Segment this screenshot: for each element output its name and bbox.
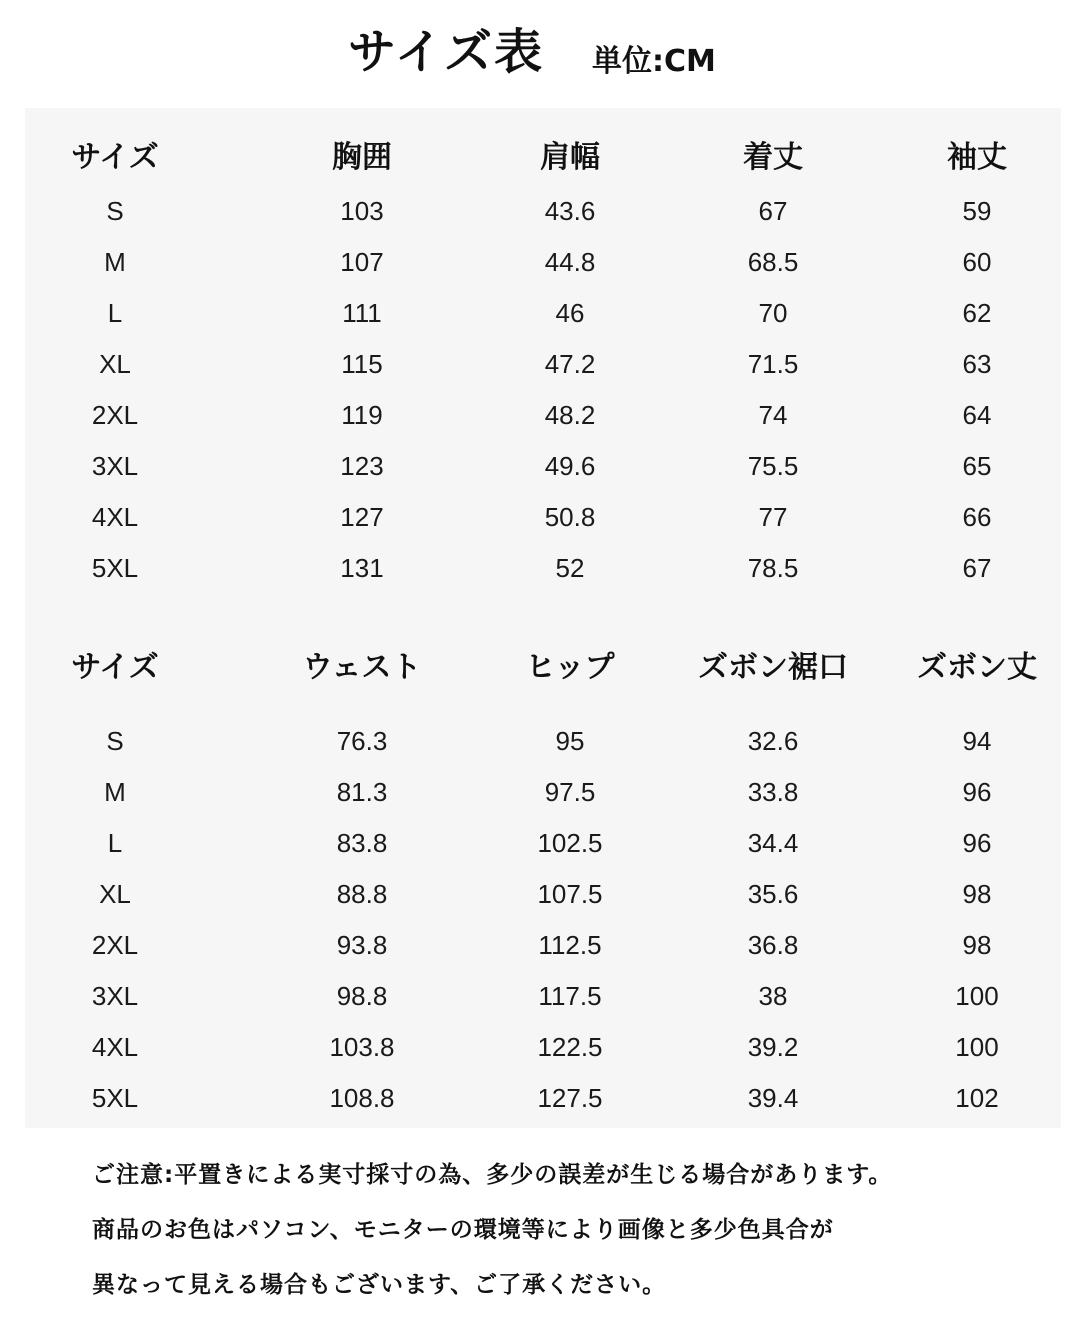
header-cell: ウェスト xyxy=(302,650,422,685)
value-cell: 127 xyxy=(340,502,384,532)
unit-label: 単位:CM xyxy=(592,44,716,79)
value-cell: 98 xyxy=(962,879,992,909)
value-cell: 102.5 xyxy=(537,828,603,858)
value-cell: 117.5 xyxy=(538,981,602,1011)
value-cell: 111 xyxy=(342,298,382,328)
value-cell: 77 xyxy=(758,502,788,532)
table-row xyxy=(25,976,1061,1016)
header-cell: 肩幅 xyxy=(540,140,600,175)
value-cell: 32.6 xyxy=(747,726,799,756)
table-row xyxy=(25,874,1061,914)
value-cell: 74 xyxy=(758,400,788,430)
value-cell: 68.5 xyxy=(747,247,799,277)
header-cell: ヒップ xyxy=(525,650,615,685)
value-cell: 83.8 xyxy=(336,828,388,858)
value-cell: 94 xyxy=(962,726,992,756)
value-cell: 63 xyxy=(962,349,992,379)
table-row xyxy=(25,191,1061,231)
value-cell: 122.5 xyxy=(537,1032,603,1062)
table-row xyxy=(25,772,1061,812)
value-cell: 66 xyxy=(962,502,992,532)
value-cell: 98 xyxy=(962,930,992,960)
table-header xyxy=(25,138,1061,178)
table-row xyxy=(25,446,1061,486)
value-cell: 50.8 xyxy=(544,502,596,532)
value-cell: 115 xyxy=(341,349,383,379)
value-cell: 95 xyxy=(555,726,585,756)
note-line: 商品のお色はパソコン、モニターの環境等により画像と多少色具合が xyxy=(92,1217,834,1243)
size-cell: S xyxy=(106,196,124,226)
value-cell: 76.3 xyxy=(336,726,388,756)
header-cell: サイズ xyxy=(71,650,159,685)
header-cell: 胸囲 xyxy=(332,140,392,175)
title-row xyxy=(0,22,1080,92)
size-cell: 4XL xyxy=(91,502,139,532)
size-cell: M xyxy=(104,777,126,807)
size-cell: L xyxy=(107,828,123,858)
value-cell: 67 xyxy=(962,553,992,583)
note-line: ご注意:平置きによる実寸採寸の為、多少の誤差が生じる場合があります。 xyxy=(92,1162,893,1188)
header-cell: 着丈 xyxy=(743,140,803,175)
value-cell: 62 xyxy=(962,298,992,328)
table-row xyxy=(25,497,1061,537)
value-cell: 93.8 xyxy=(336,930,388,960)
table-row xyxy=(25,242,1061,282)
value-cell: 67 xyxy=(758,196,788,226)
value-cell: 47.2 xyxy=(544,349,596,379)
value-cell: 59 xyxy=(962,196,992,226)
size-cell: 5XL xyxy=(91,553,139,583)
table-row xyxy=(25,395,1061,435)
value-cell: 44.8 xyxy=(544,247,596,277)
value-cell: 78.5 xyxy=(747,553,799,583)
value-cell: 33.8 xyxy=(747,777,799,807)
table-row xyxy=(25,721,1061,761)
size-cell: 2XL xyxy=(91,930,139,960)
value-cell: 107 xyxy=(340,247,384,277)
value-cell: 46 xyxy=(555,298,585,328)
table-row xyxy=(25,925,1061,965)
value-cell: 98.8 xyxy=(336,981,388,1011)
value-cell: 43.6 xyxy=(544,196,596,226)
value-cell: 49.6 xyxy=(544,451,596,481)
table-header xyxy=(25,648,1061,688)
size-cell: 3XL xyxy=(91,451,139,481)
size-cell: 3XL xyxy=(91,981,139,1011)
value-cell: 96 xyxy=(962,777,992,807)
value-cell: 81.3 xyxy=(336,777,388,807)
value-cell: 35.6 xyxy=(747,879,799,909)
header-cell: ズボン丈 xyxy=(917,650,1037,685)
value-cell: 48.2 xyxy=(544,400,596,430)
table-row xyxy=(25,823,1061,863)
header-cell: サイズ xyxy=(71,140,159,175)
value-cell: 100 xyxy=(955,1032,999,1062)
value-cell: 131 xyxy=(340,553,384,583)
size-cell: XL xyxy=(99,879,131,909)
size-cell: XL xyxy=(99,349,131,379)
header-cell: ズボン裾口 xyxy=(698,650,848,685)
value-cell: 107.5 xyxy=(537,879,603,909)
value-cell: 119 xyxy=(341,400,383,430)
size-cell: L xyxy=(107,298,123,328)
value-cell: 38 xyxy=(758,981,788,1011)
value-cell: 70 xyxy=(758,298,788,328)
value-cell: 103.8 xyxy=(329,1032,395,1062)
value-cell: 108.8 xyxy=(329,1083,395,1113)
page-title: サイズ表 xyxy=(348,24,545,80)
value-cell: 112.5 xyxy=(538,930,602,960)
notes-section xyxy=(92,1148,1052,1313)
note-line: 異なって見える場合もございます、ご了承ください。 xyxy=(92,1272,667,1298)
table-row xyxy=(25,548,1061,588)
value-cell: 127.5 xyxy=(537,1083,603,1113)
size-cell: S xyxy=(106,726,124,756)
value-cell: 88.8 xyxy=(336,879,388,909)
value-cell: 60 xyxy=(962,247,992,277)
value-cell: 36.8 xyxy=(747,930,799,960)
header-cell: 袖丈 xyxy=(947,140,1007,175)
value-cell: 96 xyxy=(962,828,992,858)
size-cell: M xyxy=(104,247,126,277)
value-cell: 103 xyxy=(340,196,384,226)
value-cell: 100 xyxy=(955,981,999,1011)
value-cell: 102 xyxy=(955,1083,999,1113)
value-cell: 97.5 xyxy=(544,777,596,807)
table-row xyxy=(25,1078,1061,1118)
size-cell: 5XL xyxy=(91,1083,139,1113)
table-row xyxy=(25,293,1061,333)
value-cell: 39.4 xyxy=(747,1083,799,1113)
size-cell: 2XL xyxy=(91,400,139,430)
table-row xyxy=(25,344,1061,384)
size-cell: 4XL xyxy=(91,1032,139,1062)
value-cell: 123 xyxy=(340,451,384,481)
value-cell: 64 xyxy=(962,400,992,430)
table-row xyxy=(25,1027,1061,1067)
value-cell: 39.2 xyxy=(747,1032,799,1062)
size-tables-panel xyxy=(25,108,1061,1128)
value-cell: 75.5 xyxy=(747,451,799,481)
value-cell: 65 xyxy=(962,451,992,481)
value-cell: 34.4 xyxy=(747,828,799,858)
value-cell: 52 xyxy=(555,553,585,583)
value-cell: 71.5 xyxy=(747,349,799,379)
